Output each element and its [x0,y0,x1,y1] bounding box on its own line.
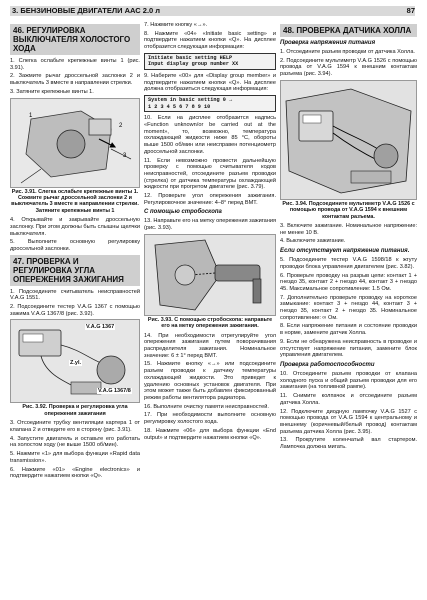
section-48-title: 48. ПРОВЕРКА ДАТЧИКА ХОЛЛА [280,24,417,37]
stroboscope-illustration [145,235,276,315]
paragraph: 5. Выполните основную регулировку дроссельной заслонки. [10,239,140,252]
display-line: Input display group number XX [148,61,239,68]
paragraph: 4. Открывайте и закрывайте дроссельную заслонку. При этом должны быть слышны щелчки выключателя. [10,217,140,237]
paragraph: 8. Если напряжение питания и состояние проводки в норме, замените датчик Холла. [280,323,417,337]
paragraph: 11. Если невозможно провести дальнейшую проверку с помощью считывателя кодов неисправностей, отсоедините разъем проводки (стрелка) от датчика температуры охлаждающей жидкости при прогретом двигателе (рис. 3.79). [144,157,276,191]
figure-3-91 [10,98,140,188]
column-left [10,22,140,594]
paragraph: 1. Подсоедините считыватель неисправностей V.A.G 1551. [10,288,140,302]
paragraph: 13. Прокрутите коленчатый вал стартером. Лампочка должна мигать. [280,437,417,451]
paragraph: 3. Затяните крепежные винты 1. [10,88,94,95]
column-right [280,22,417,594]
subheading: Проверка напряжения питания [280,40,376,46]
subheading: Проверка работоспособности [280,361,375,368]
paragraph: 9. Если не обнаружена неисправность в проводке и отсутствует напряжение питания, замените блок управления двигателем. [280,338,417,359]
paragraph: 16. Выполните очистку памяти неисправностей. [144,403,269,410]
paragraph: 5. Нажмите «1» для выбора функции «Rapid data transmission». [10,451,140,464]
hall-sensor-test-illustration [281,81,417,199]
svg-text:2: 2 [119,122,123,129]
paragraph: 18. Нажмите «06» для выбора функции «End output» и подтвердите нажатием кнопки «Q». [144,427,276,441]
display-readout [144,53,276,70]
paragraph: 10. Отсоедините разъем проводки от клапана холодного пуска и общий разъем проводки для его зажигания (на топливной рампе). [280,370,417,391]
figure-3-94 [280,80,417,200]
page-header [0,0,427,22]
paragraph: 6. Нажмите «01» «Engine electronics» и подтвердите нажатием кнопки «Q». [10,466,140,480]
paragraph: 17. При необходимости выполните основную регулировку холостого хода. [144,412,276,426]
paragraph: 1. Отсоедините разъем проводки от датчика Холла. [280,49,415,55]
paragraph: 4. Выключите зажигание. [280,238,346,245]
figure-caption: Рис. 3.91. Слегка ослабьте крепежные винты 1. Сожмите рычаг дроссельной заслонки 2 и выключатель 3 вместе в направлении стрелки. Затяните крепежные винты 1 [11,188,139,214]
subheading: Если отсутствует напряжение питания. [280,248,410,255]
display-line: System in basic setting 0 → [148,97,233,104]
figure-3-92 [10,319,140,403]
paragraph: 2. Зажмите рычаг дроссельной заслонки 2 и выключатель 3 вместе в направлении стрелки. [10,73,140,87]
paragraph: 7. Нажмите кнопку «→». [144,22,208,28]
display-line: Initiate basic setting HELP [148,54,233,61]
figure-label: V.A.G 1367 [86,324,115,331]
paragraph: 8. Нажмите «04» «Initiate basic setting» и подтвердите нажатием кнопки «Q». На дисплее отобразится следующая информация: [144,30,276,51]
subheading: С помощью стробоскопа [144,209,222,216]
display-line: 1 2 3 4 5 6 7 8 9 10 [148,103,211,110]
figure-label: V.A.G 1367/8 [98,388,131,395]
paragraph: 6. Проверьте проводку на разрыв цепи: контакт 1 + гнездо 35, контакт 2 + гнездо 44, контакт 3 + гнездо 45. Максимальное сопротивление: 1.5 Ом. [280,272,417,292]
paragraph: 10. Если на дисплее отобразится надпись «Function unknown/or be carried out at the moment», то, возможно, температура охлаждающей жидкости ниже 85 °C, обороты выше 1500 об/мин или неисправен потенциометр дроссельной заслонки. [144,115,276,155]
paragraph: 3. Включите зажигание. Номинальное напряжение: не менее 10 В. [280,223,417,236]
paragraph: 12. Проверьте угол опережения зажигания. Регулировочное значение: 4–8° перед ВМТ. [144,193,276,206]
section-47-title: 47. ПРОВЕРКА И РЕГУЛИРОВКА УГЛА ОПЕРЕЖЕНИЯ ЗАЖИГАНИЯ [10,255,140,286]
paragraph: 1. Слегка ослабьте крепежные винты 1 (рис. 3.91). [10,58,140,71]
paragraph: 2. Подсоедините тестер V.A.G 1367 с помощью зажима V.A.G 1367/8 (рис. 3.92). [10,304,140,317]
figure-3-93 [144,234,276,316]
figure-caption: Рис. 3.94. Подсоедините мультиметр V.A.G 1526 с помощью провода от V.A.G 1594 к внешним контактам разъема. [282,200,415,220]
figure-label: Z.yl. [70,360,82,367]
paragraph: 5. Подсоедините тестер V.A.G 1598/18 к жгуту проводки блока управления двигателем (рис. 3.82). [280,257,417,270]
column-middle [144,22,276,594]
figure-caption: Рис. 3.92. Проверка и регулировка угла опережения зажигания [22,404,128,417]
svg-text:1: 1 [29,112,33,119]
svg-text:3: 3 [123,152,127,159]
paragraph: 2. Подсоедините мультиметр V.A.G 1526 с помощью провода от V.A.G 1594 к внешним контактам разъема (рис. 3.94). [280,57,417,78]
section-46-title: 46. РЕГУЛИРОВКА ВЫКЛЮЧАТЕЛЯ ХОЛОСТОГО ХОДА [10,24,140,55]
running-head: 3. БЕНЗИНОВЫЕ ДВИГАТЕЛИ ААС 2.0 л [12,6,161,15]
paragraph: 12. Подключите диодную лампочку V.A.G 1527 с помощью провода от V.A.G 1594 к центральному и внешнему (коричневый/белый провод) контактам разъема датчика Холла (рис. 3.95). [280,408,417,435]
paragraph: 4. Запустите двигатель и оставьте его работать на холостом ходу (не выше 1500 об/мин). [10,435,140,449]
display-readout [144,95,276,112]
paragraph: 7. Дополнительно проверьте проводку на короткое замыкание: контакт 3 + гнездо 44, контакт 3 + гнездо 35, контакт 2 + гнездо 35. Номинальное сопротивление: ∞ Ом. [280,294,417,321]
paragraph: 15. Нажмите кнопку «→» или подсоедините разъем проводки к датчику температуры охлаждающей жидкости. Это приведет к удалению основных установок двигателя. При этом может также быть добавлен фиксированный режим работы вентилятора радиатора. [144,361,276,401]
throttle-switch-illustration [11,99,140,187]
paragraph: 14. При необходимости отрегулируйте угол опережения зажигания путем поворачивания распределителя зажигания. Номинальное значение: 6 ± 1° перед ВМТ. [144,332,276,359]
paragraph: 13. Направьте его на метку опережения зажигания (рис. 3.93). [144,218,276,232]
figure-caption: Рис. 3.93. С помощью стробоскопа: направьте его на метку опережения зажигания. [147,316,273,330]
page-number: 87 [406,6,415,15]
paragraph: 11. Снимите колпачок и отсоедините разъем датчика Холла. [280,393,417,406]
paragraph: 9. Наберите «00» для «Display group member» и подтвердите нажатием кнопки «Q». На дисплее должна отобразиться следующая информация: [144,73,276,93]
paragraph: 3. Отсоедините трубку вентиляции картера 1 от клапана 2 и отведите его в сторону (рис. 3.91). [10,420,140,433]
